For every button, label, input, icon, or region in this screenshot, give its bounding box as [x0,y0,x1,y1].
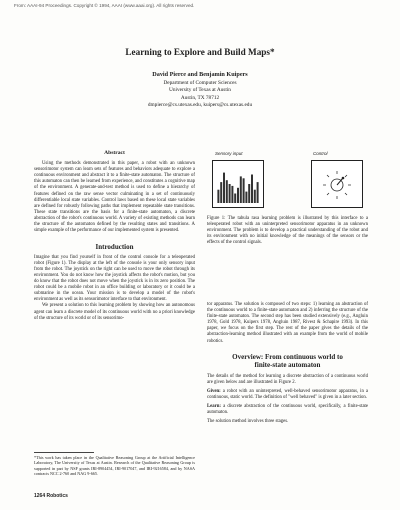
abstract-text: Using the methods demonstrated in this paper, a robot with an unknown sensorimotor system can learn sets of features and behaviors adequate to explore a continuous environment and abstract it to a finite-state automaton. The structure of this automaton can then be learned from experience, and constitutes a cognitive map of the environment. A generate-and-test method is used to define a hierarchy of features defined on the raw sense vector culminating in a set of continuously differentiable local state variables. Control laws based on these local state variables are defined for robustly following paths that implement repeatable state transitions. These state transitions are the basis for a finite-state automaton, a discrete abstraction of the robot's continuous world. A variety of existing methods can learn the structure of the automaton defined by the resulting states and transitions. A simple example of the performance of our implemented system is presented. [34,161,195,234]
overview-paragraph: The details of the method for learning a discrete abstraction of a continuous world are given below and are illustrated in Figure 2. [207,373,368,385]
sensor-bar [254,190,256,203]
given-text: a robot with an uninterpreted, well-behaved sensorimotor apparatus, in a continuous, static world. The definition of "well behaved" is given in a later section. [207,388,368,400]
affiliation-department: Department of Computer Sciences [163,80,237,86]
given-label: Given: [207,388,221,394]
right-column [207,302,368,425]
learn-label: Learn: [207,404,221,410]
overview-heading-line-1: Overview: From continuous world to [232,352,343,361]
learn-text: a discrete abstraction of the continuous world, specifically, a finite-state automaton. [207,404,368,416]
sensor-bar [234,194,236,204]
copyright-header: From: AAAI-94 Proceedings. Copyright © 1994, AAAI (www.aaai.org). All rights reserved. [14,3,195,8]
affiliation-block [0,80,400,110]
sensor-bar [240,176,242,203]
introduction-heading: Introduction [95,243,134,252]
sensor-bar [231,186,233,203]
sensor-bar [229,184,231,203]
figure-1-caption: Figure 1: The tabula rasa learning problem is illustrated by this interface to a teleoperated robot with an uninterpreted sensorimotor apparatus in an unknown environment. The problem is to develop a practical understanding of the robot and its environment with no initial knowledge of the meanings of the sensors or the effects of the control signals. [207,216,368,246]
intro-paragraph-1: Imagine that you find yourself in front of the control console for a teleoperated robot (Figure 1). The display at the left of the console is your only sensory input from the robot. The joystick on the right can be used to move the robot through its environment. You do not know how the joystick affects the robot's motion, but you do know that the robot does not move when the joystick is in its zero position. The robot could be a mobile robot in an office building or laboratory or it could be a submarine in the ocean. Your mission is to develop a model of the robot's environment as well as its sensorimotor interface to that environment. [34,254,195,303]
control-label: Control [313,151,328,156]
sensor-bar [245,192,247,203]
sensor-bar [220,182,222,203]
footnote-rule [34,452,94,453]
intro-paragraph-2: We present a solution to this learning problem by showing how an autonomous agent can learn a discrete model of its continuous world with no a priori knowledge of the structure of its world or of its sensorimo- [34,303,195,321]
control-panel [311,160,363,208]
figure-1 [207,151,368,209]
page-footer: 1264 Robotics [34,493,68,499]
footnote: *This work has taken place in the Qualitative Reasoning Group at the Artificial Intelligence Laboratory, The University of Texas at Austin. Research of the Qualitative Reasoning Group is supported in part by NSF grants IRI-8904454, IRI-9017047, and IRI-9216584, and by NASA contracts NCC 2-760 and NAG 9-665. [34,455,195,476]
sensor-bar [226,180,228,203]
abstract-heading: Abstract [104,150,125,156]
sensor-bar [251,175,253,204]
overview-heading [207,353,368,370]
given-definition [207,389,368,401]
left-column [34,150,195,322]
sensory-bars [213,161,263,207]
sensor-bar [217,190,219,203]
sensory-input-label: Sensory input [215,151,243,156]
affiliation-university: University of Texas at Austin [169,87,231,94]
sensor-bar [243,178,245,203]
paper-authors: David Pierce and Benjamin Kuipers [152,71,248,78]
sensor-bar [223,173,225,203]
learn-definition [207,404,368,416]
sensor-bar [248,184,250,203]
affiliation-emails: dmpierce@cs.utexas.edu, kuipers@cs.utexas.edu [147,102,253,109]
sensory-display-panel [212,160,264,208]
sensor-bar [237,188,239,203]
sensor-bar [257,182,259,203]
affiliation-city: Austin, TX 78712 [180,94,220,101]
paper-title: Learning to Explore and Build Maps* [125,47,275,57]
overview-heading-line-2: finite-state automaton [254,361,321,370]
solution-paragraph: The solution method involves three stages. [207,419,289,425]
joystick-icon [312,161,362,207]
right-paragraph-1: tor apparatus. The solution is composed of two steps: 1) learning an abstraction of the continuous world to a finite-state automaton and 2) inferring the structure of the finite-state automaton. The second step has been studied extensively (e.g., Angluin 1978, Gold 1978, Kuipers 1978, Angluin 1987, Rivest & Schapire 1993). In this paper, we focus on the first step. The rest of the paper gives the details of the abstraction-learning method illustrated with an example from the world of mobile robotics. [207,302,368,344]
